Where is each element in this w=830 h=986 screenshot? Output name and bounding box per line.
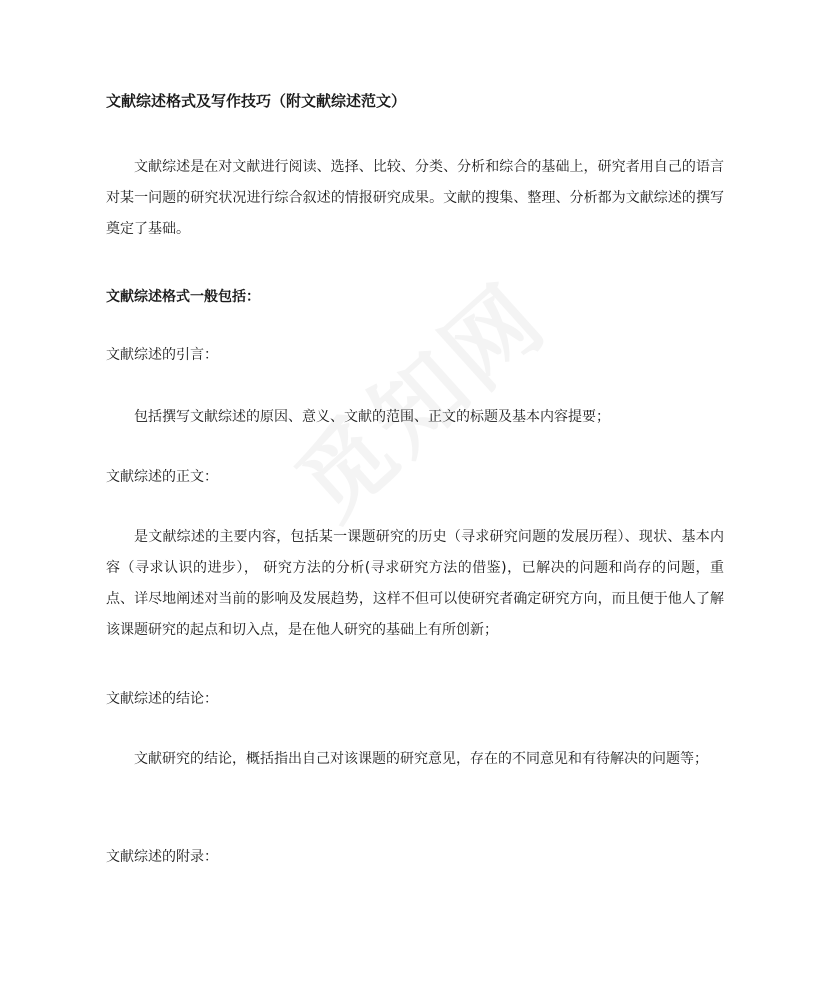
- page-title: 文献综述格式及写作技巧（附文献综述范文）: [106, 92, 407, 110]
- format-heading: 文献综述格式一般包括：: [106, 289, 260, 305]
- section-label-appendix: 文献综述的附录：: [106, 849, 218, 865]
- section-label-intro: 文献综述的引言：: [106, 347, 218, 363]
- section-label-conclusion: 文献综述的结论：: [106, 691, 218, 707]
- section-content-intro: 包括撰写文献综述的原因、意义、文献的范围、正文的标题及基本内容提要；: [134, 409, 610, 425]
- intro-paragraph: 文献综述是在对文献进行阅读、选择、比较、分类、分析和综合的基础上，研究者用自己的语言对某一问题的研究状况进行综合叙述的情报研究成果。文献的搜集、整理、分析都为文献综述的撰写奠定了基础。: [106, 159, 724, 237]
- section-content-conclusion: 文献研究的结论，概括指出自己对该课题的研究意见，存在的不同意见和有待解决的问题等；: [134, 751, 708, 767]
- section-content-body: 是文献综述的主要内容，包括某一课题研究的历史（寻求研究问题的发展历程）、现状、基本内容（寻求认识的进步）， 研究方法的分析(寻求研究方法的借鉴)，已解决的问题和尚存的问题，重点、详尽地阐述对当前的影响及发展趋势，这样不但可以使研究者确定研究方向，而且便于他人了解该课题研究的起点和切入点，是在他人研究的基础上有所创新；: [106, 529, 724, 638]
- watermark: [264, 249, 571, 544]
- section-label-body: 文献综述的正文：: [106, 469, 218, 485]
